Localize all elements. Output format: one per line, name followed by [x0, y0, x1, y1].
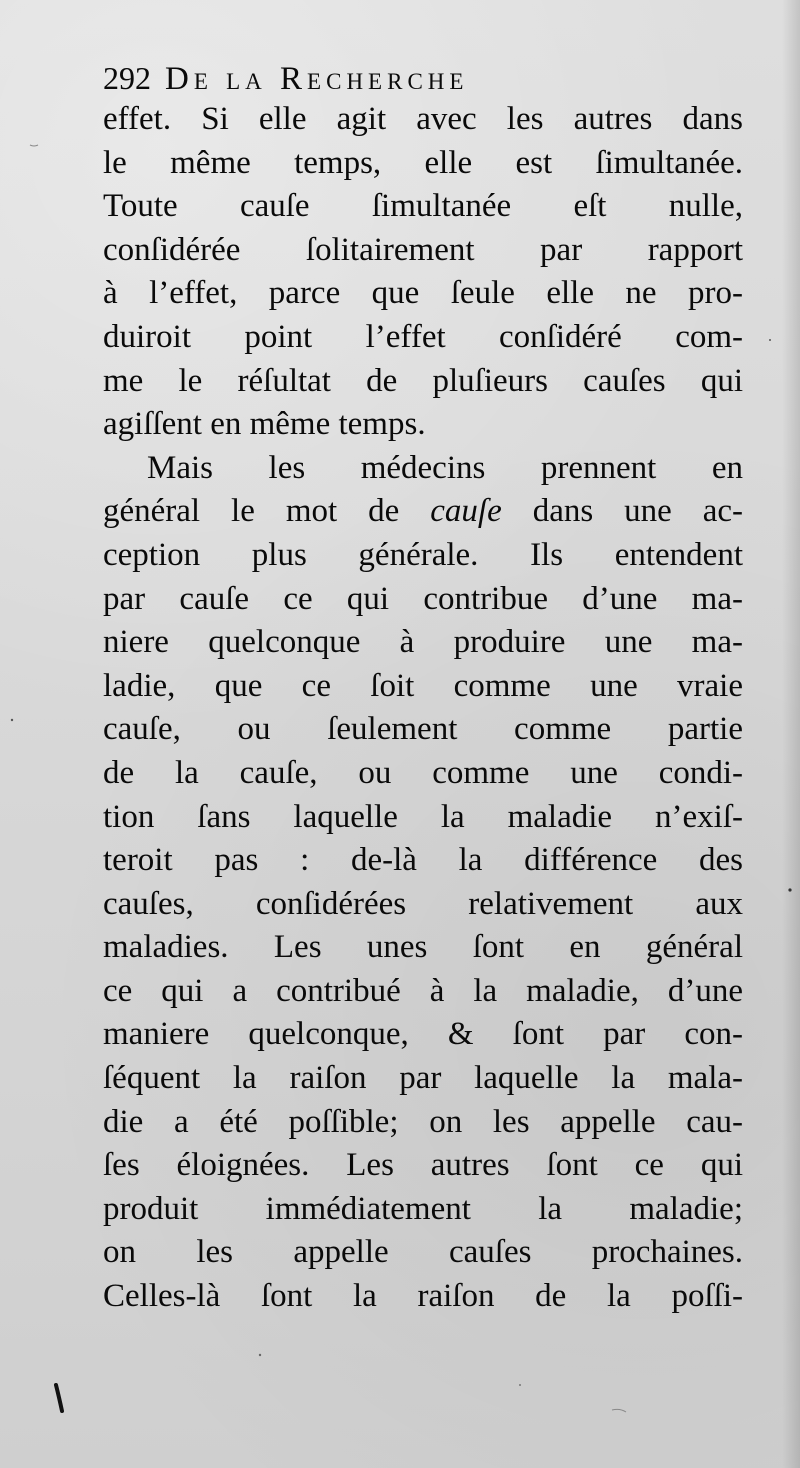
- text-segment: général le mot de: [103, 493, 400, 530]
- text-line: effet. Si elle agit avec les autres dans: [103, 101, 743, 137]
- text-line: agiſſent en même temps.: [103, 406, 426, 443]
- text-line: ception plus générale. Ils entendent: [103, 536, 743, 573]
- text-line: cauſes, conſidérées relativement aux: [103, 885, 743, 922]
- text-line: produit immédiatement la maladie;: [103, 1190, 743, 1227]
- text-line: ſes éloignées. Les autres ſont ce qui: [103, 1147, 743, 1184]
- text-line: Mais les médecins prennent en: [147, 449, 743, 486]
- text-line: die a été poſſible; on les appelle cau-: [103, 1103, 743, 1140]
- page-number: 292: [103, 60, 151, 96]
- text-line: par cauſe ce qui contribue d’une ma-: [103, 580, 743, 617]
- italic-word: cauſe: [430, 493, 502, 530]
- text-line: conſidérée ſolitairement par rapport: [103, 231, 743, 268]
- text-line: le même temps, elle est ſimultanée.: [103, 144, 743, 181]
- text-line: maladies. Les unes ſont en général: [103, 929, 743, 966]
- text-line: niere quelconque à produire une ma-: [103, 624, 743, 661]
- text-line: à l’effet, parce que ſeule elle ne pro-: [103, 275, 743, 312]
- text-line: cauſe, ou ſeulement comme partie: [103, 711, 743, 748]
- text-line: Celles-là ſont la raiſon de la poſſi-: [103, 1278, 743, 1315]
- text-line-with-italic: [103, 490, 743, 534]
- text-line: ſéquent la raiſon par laquelle la mala-: [103, 1060, 743, 1097]
- text-line: ladie, que ce ſoit comme une vraie: [103, 667, 743, 704]
- running-head: De la Recherche: [165, 61, 469, 97]
- text-line: maniere quelconque, & ſont par con-: [103, 1016, 743, 1053]
- text-line: me le réſultat de pluſieurs cauſes qui: [103, 362, 743, 399]
- page-header: [103, 58, 743, 98]
- paragraph-2: [103, 447, 743, 1319]
- text-line: on les appelle cauſes prochaines.: [103, 1234, 743, 1271]
- text-line: tion ſans laquelle la maladie n’exiſ-: [103, 798, 743, 835]
- paragraph-1: [103, 98, 743, 447]
- text-line: duiroit point l’effet conſidéré com-: [103, 318, 743, 355]
- text-line: de la cauſe, ou comme une condi-: [103, 754, 743, 791]
- text-line: teroit pas : de-là la différence des: [103, 842, 743, 879]
- text-line: Toute cauſe ſimultanée eſt nulle,: [103, 188, 743, 225]
- body-text: [103, 98, 743, 1319]
- text-segment: dans une ac-: [532, 493, 743, 530]
- text-line: ce qui a contribué à la maladie, d’une: [103, 972, 743, 1009]
